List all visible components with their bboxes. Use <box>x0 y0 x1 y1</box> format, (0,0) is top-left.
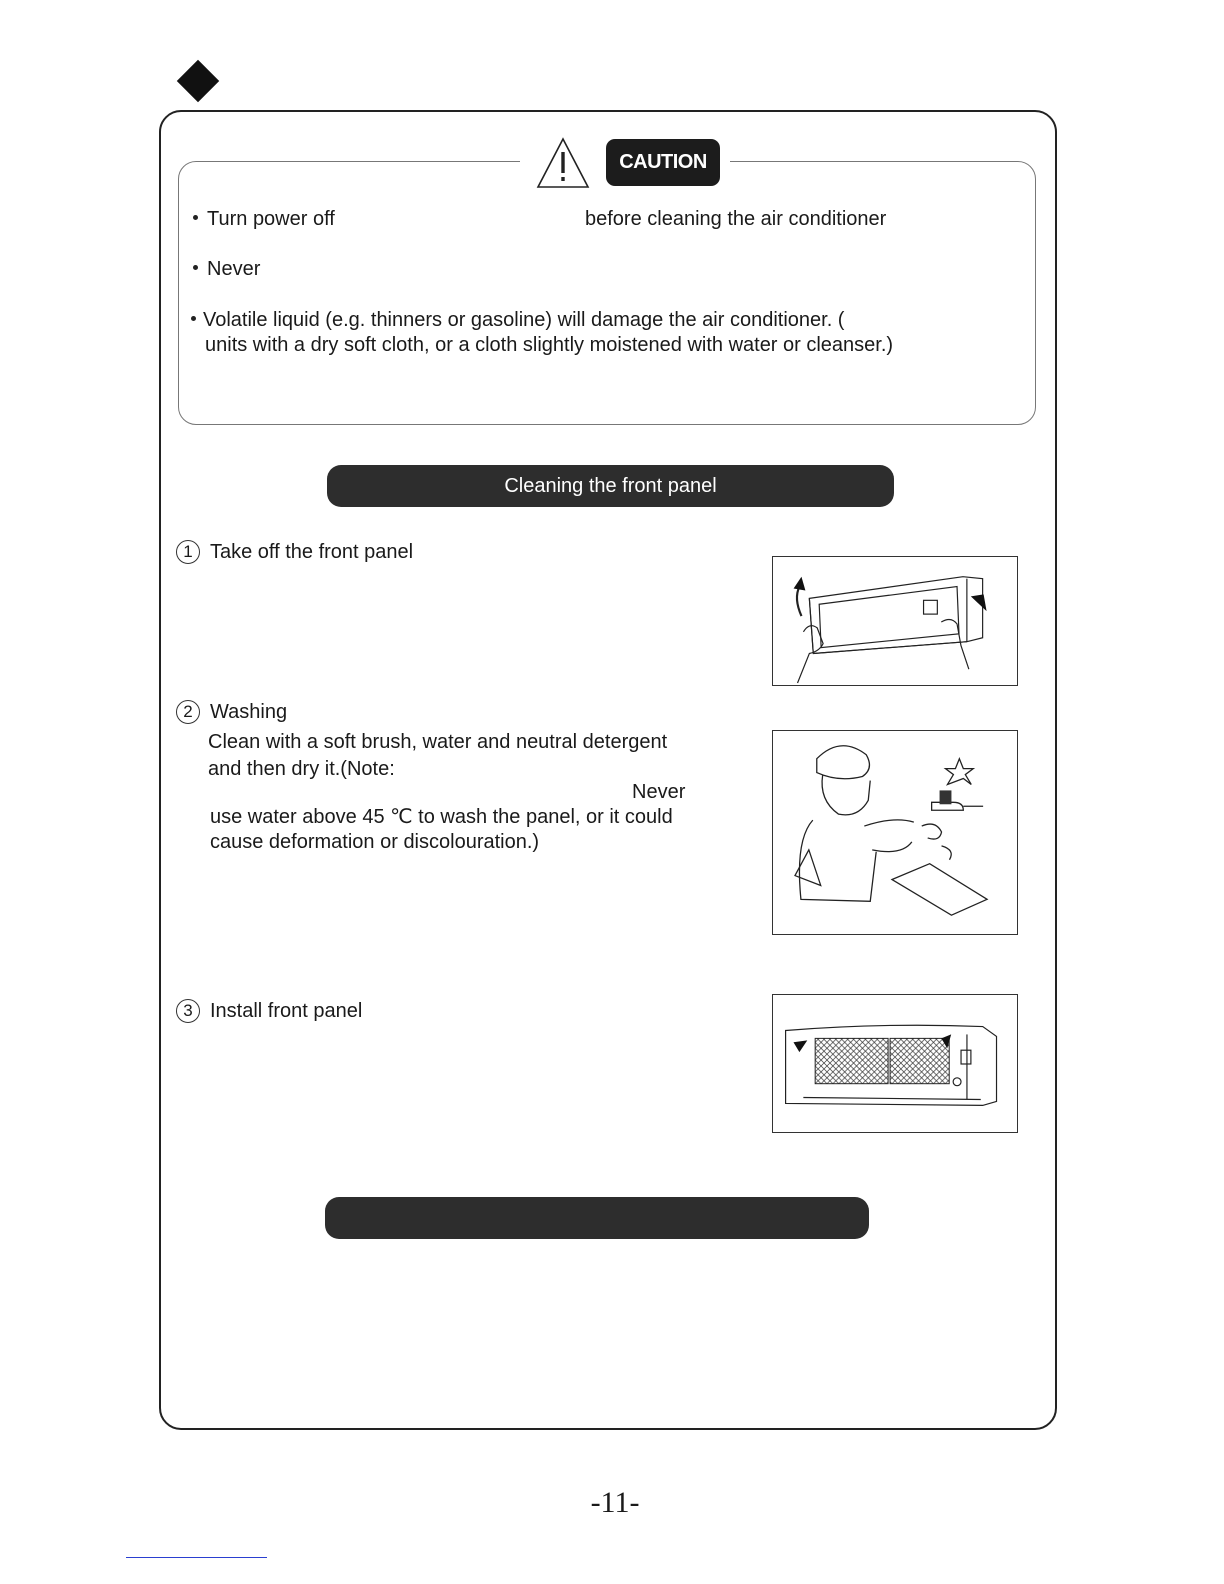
person-washing-illustration <box>773 731 1017 934</box>
caution-badge: CAUTION <box>606 139 720 186</box>
step-2-line-1: Clean with a soft brush, water and neutral detergent <box>208 731 668 753</box>
footer-link-underline[interactable] <box>126 1557 267 1558</box>
step-3-title <box>176 999 362 1023</box>
bullet-text: Volatile liquid (e.g. thinners or gasoline) will damage the air conditioner. ( <box>203 309 845 331</box>
ac-unit-illustration <box>773 557 1017 685</box>
warning-triangle-icon <box>536 137 590 189</box>
step-title-text: Take off the front panel <box>210 540 414 563</box>
section-header-front-panel: Cleaning the front panel <box>327 465 894 507</box>
bullet-dot <box>193 265 198 270</box>
step-number: 1 <box>176 540 200 564</box>
bullet-text: Turn power off <box>207 208 335 230</box>
bullet-text: Never <box>207 258 261 280</box>
figure-install-front-panel <box>772 994 1018 1133</box>
step-2-line-4: use water above 45 ℃ to wash the panel, or it could <box>210 806 673 828</box>
caution-bullet-never <box>193 256 260 282</box>
step-2-line-3: Never <box>632 781 686 803</box>
section-header-blank <box>325 1197 869 1239</box>
step-number: 3 <box>176 999 200 1023</box>
step-2-line-5: cause deformation or discolouration.) <box>210 831 540 853</box>
page-number: -11- <box>590 1486 640 1519</box>
bullet-dot <box>191 316 196 321</box>
step-2-title <box>176 700 287 724</box>
step-title-text: Washing <box>210 700 288 723</box>
figure-washing-panel <box>772 730 1018 935</box>
ac-filter-illustration <box>773 995 1017 1132</box>
caution-bullet-power <box>193 206 335 232</box>
figure-remove-front-panel <box>772 556 1018 686</box>
caution-bullet-power-continued: before cleaning the air conditioner <box>585 208 887 230</box>
section-marker-diamond-icon <box>177 60 219 102</box>
caution-box <box>178 161 1036 425</box>
step-2-line-2: and then dry it.(Note: <box>208 758 395 780</box>
caution-bullet-volatile <box>191 307 844 333</box>
step-number: 2 <box>176 700 200 724</box>
caution-bullet-volatile-line2: units with a dry soft cloth, or a cloth slightly moistened with water or cleanser.) <box>205 334 894 356</box>
bullet-dot <box>193 215 198 220</box>
step-title-text: Install front panel <box>210 999 363 1022</box>
step-1-title <box>176 540 413 564</box>
